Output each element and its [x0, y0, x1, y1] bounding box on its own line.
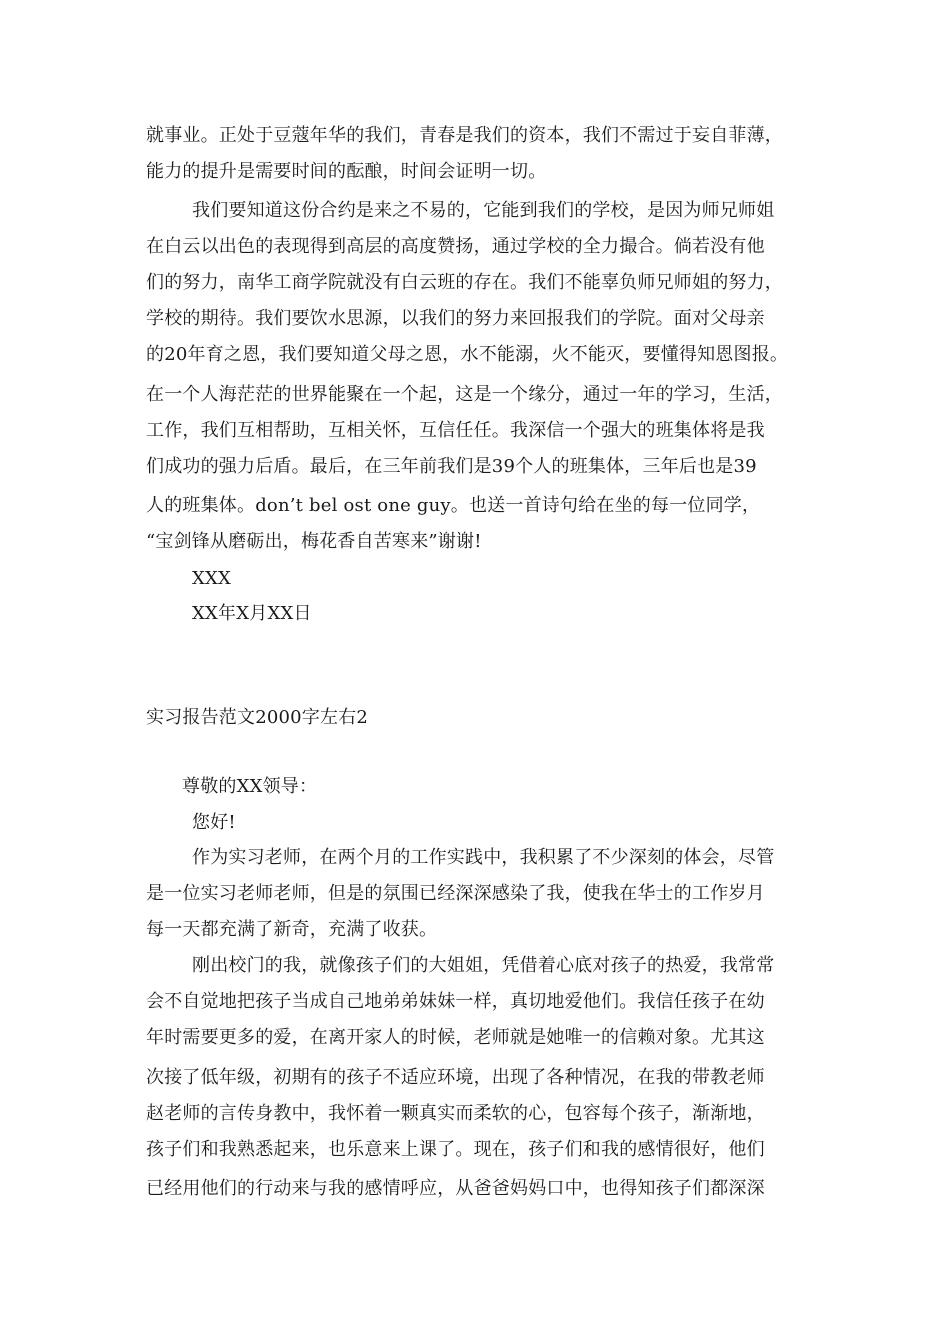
paragraph-line: 作为实习老师，在两个月的工作实践中，我积累了不少深刻的体会，尽管	[192, 847, 775, 868]
paragraph-line: 年时需要更多的爱，在离开家人的时候，老师就是她唯一的信赖对象。尤其这	[146, 1027, 765, 1048]
paragraph-line: 赵老师的言传身教中，我怀着一颗真实而柔软的心，包容每个孩子，渐渐地，	[146, 1103, 765, 1124]
paragraph-line: 是一位实习老师老师，但是的氛围已经深深感染了我，使我在华士的工作岁月	[146, 883, 765, 904]
paragraph-line: 能力的提升是需要时间的酝酿，时间会证明一切。	[146, 161, 547, 182]
paragraph-line: 在白云以出色的表现得到高层的高度赞扬，通过学校的全力撮合。倘若没有他	[146, 236, 765, 257]
paragraph-line: 工作，我们互相帮助，互相关怀，互信任任。我深信一个强大的班集体将是我	[146, 420, 765, 441]
paragraph-line: 刚出校门的我，就像孩子们的大姐姐，凭借着心底对孩子的热爱，我常常	[192, 955, 775, 976]
paragraph-line: 学校的期待。我们要饮水思源，以我们的努力来回报我们的学院。面对父母亲	[146, 308, 765, 329]
paragraph-line: 人的班集体。don’t bel ost one guy。也送一首诗句给在坐的每一位同学，	[146, 495, 761, 516]
section-title: 实习报告范文2000字左右2	[146, 707, 369, 728]
paragraph-line: “宝剑锋从磨砺出，梅花香自苦寒来”谢谢!	[146, 531, 482, 552]
paragraph-line: 已经用他们的行动来与我的感情呼应，从爸爸妈妈口中，也得知孩子们都深深	[146, 1178, 765, 1199]
paragraph-line: 们的努力，南华工商学院就没有白云班的存在。我们不能辜负师兄师姐的努力，	[146, 272, 783, 293]
paragraph-line: 我们要知道这份合约是来之不易的，它能到我们的学校，是因为师兄师姐	[192, 200, 775, 221]
paragraph-line: 每一天都充满了新奇，充满了收获。	[146, 919, 438, 940]
signature: XXX	[192, 568, 232, 589]
paragraph-line: 在一个人海茫茫的世界能聚在一个起，这是一个缘分，通过一年的学习，生活，	[146, 384, 783, 405]
paragraph-line: 就事业。正处于豆蔻年华的我们，青春是我们的资本，我们不需过于妄自菲薄，	[146, 125, 783, 146]
greeting: 您好!	[192, 812, 236, 833]
paragraph-line: 孩子们和我熟悉起来，也乐意来上课了。现在，孩子们和我的感情很好，他们	[146, 1139, 765, 1160]
paragraph-line: 次接了低年级，初期有的孩子不适应环境，出现了各种情况，在我的带教老师	[146, 1067, 765, 1088]
salutation: 尊敬的XX领导：	[182, 776, 318, 797]
paragraph-line: 们成功的强力后盾。最后，在三年前我们是39个人的班集体，三年后也是39	[146, 456, 757, 477]
paragraph-line: 的20年育之恩，我们要知道父母之恩，水不能溺，火不能灭，要懂得知恩图报。	[146, 344, 789, 365]
signature-date: XX年X月XX日	[192, 603, 312, 624]
paragraph-line: 会不自觉地把孩子当成自己地弟弟妹妹一样，真切地爱他们。我信任孩子在幼	[146, 991, 765, 1012]
